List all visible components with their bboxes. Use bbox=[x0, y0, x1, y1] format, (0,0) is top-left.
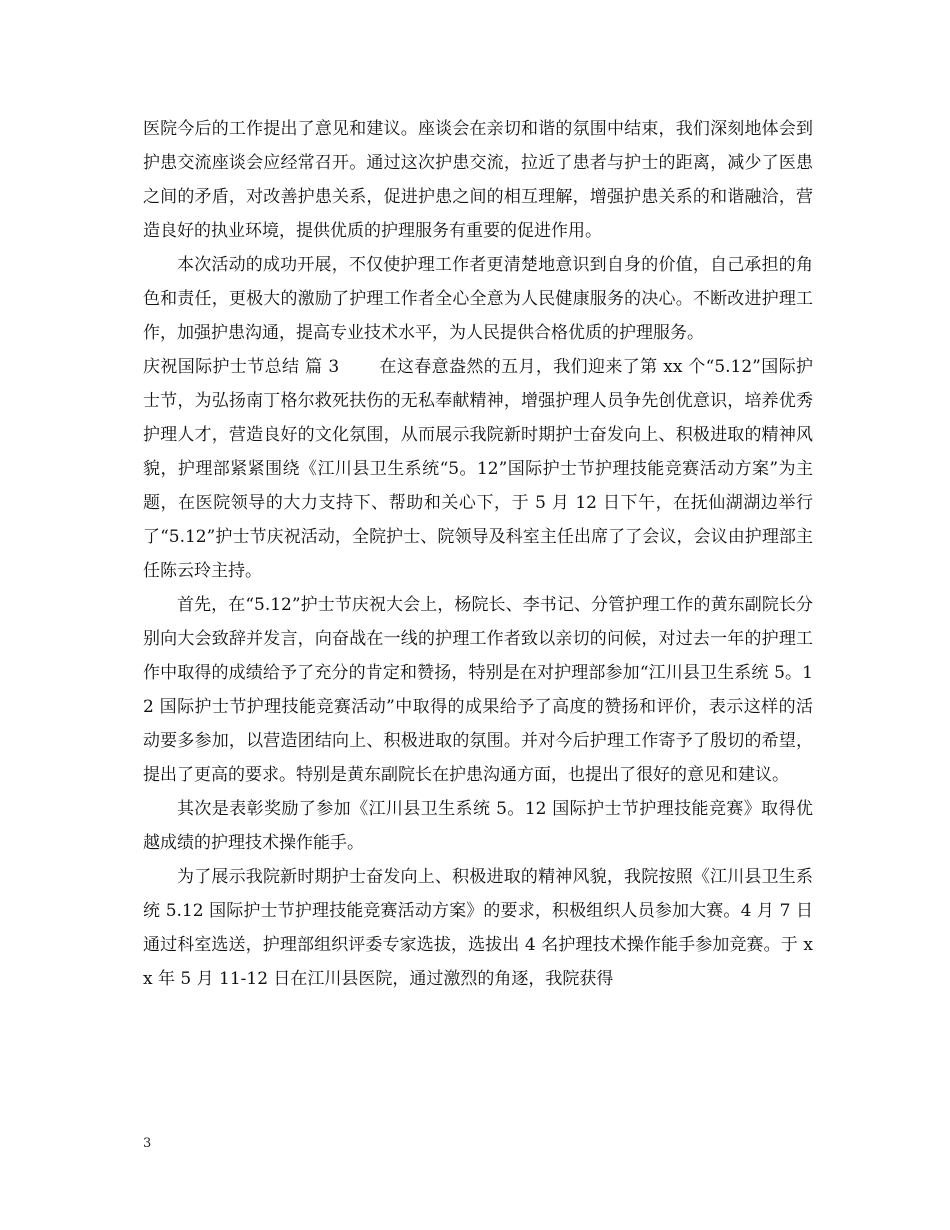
paragraph-4-text: 首先，在“5.12”护士节庆祝大会上，杨院长、李书记、分管护理工作的黄东副院长分别向大会致辞并发言，向奋战在一线的护理工作者致以亲切的问候，对过去一年的护理工作中取得的成绩给予了充分的肯定和赞扬，特别是在对护理部参加“江川县卫生系统 5。12 国际护士节护理技能竞赛活动”中取得的成果给予了高度的赞扬和评价，表示这样的活动要多参加，以营造团结向上、积极进取的氛围。并对今后护理工作寄予了殷切的希望，提出了更高的要求。特别是黄东副院长在护患沟通方面，也提出了很好的意见和建议。 bbox=[143, 595, 813, 785]
paragraph-1 bbox=[143, 112, 813, 248]
document-body bbox=[143, 112, 813, 996]
paragraph-4 bbox=[143, 588, 813, 792]
paragraph-5 bbox=[143, 792, 813, 860]
section-title: 庆祝国际护士节总结 篇 3 bbox=[143, 357, 340, 377]
paragraph-5-text: 其次是表彰奖励了参加《江川县卫生系统 5。12 国际护士节护理技能竞赛》取得优越成绩的护理技术操作能手。 bbox=[143, 799, 813, 853]
paragraph-3-text: 在这春意盎然的五月，我们迎来了第 xx 个“5.12”国际护士节，为弘扬南丁格尔救死扶伤的无私奉献精神，增强护理人员争先创优意识，培养优秀护理人才，营造良好的文化氛围，从而展示我院新时期护士奋发向上、积极进取的精神风貌，护理部紧紧围绕《江川县卫生系统“5。12”国际护士节护理技能竞赛活动方案”为主题，在医院领导的大力支持下、帮助和关心下，于 5 月 12 日下午，在抚仙湖湖边举行了“5.12”护士节庆祝活动，全院护士、院领导及科室主任出席了了会议，会议由护理部主任陈云玲主持。 bbox=[143, 357, 814, 581]
page-number: 3 bbox=[143, 1136, 152, 1151]
paragraph-3 bbox=[143, 350, 813, 588]
paragraph-2-text: 本次活动的成功开展，不仅使护理工作者更清楚地意识到自身的价值，自己承担的角色和责任，更极大的激励了护理工作者全心全意为人民健康服务的决心。不断改进护理工作，加强护患沟通，提高专业技术水平，为人民提供合格优质的护理服务。 bbox=[143, 255, 813, 343]
paragraph-6 bbox=[143, 860, 813, 996]
paragraph-1-text: 医院今后的工作提出了意见和建议。座谈会在亲切和谐的氛围中结束，我们深刻地体会到护患交流座谈会应经常召开。通过这次护患交流，拉近了患者与护士的距离，减少了医患之间的矛盾，对改善护患关系，促进护患之间的相互理解，增强护患关系的和谐融洽，营造良好的执业环境，提供优质的护理服务有重要的促进作用。 bbox=[143, 119, 813, 241]
paragraph-2 bbox=[143, 248, 813, 350]
paragraph-6-text: 为了展示我院新时期护士奋发向上、积极进取的精神风貌，我院按照《江川县卫生系统 5.12 国际护士节护理技能竞赛活动方案》的要求，积极组织人员参加大赛。4 月 7 日通过科室选送，护理部组织评委专家选拔，选拔出 4 名护理技术操作能手参加竞赛。于 xx 年 5 月 11-12 日在江川县医院，通过激烈的角逐，我院获得 bbox=[143, 867, 813, 989]
